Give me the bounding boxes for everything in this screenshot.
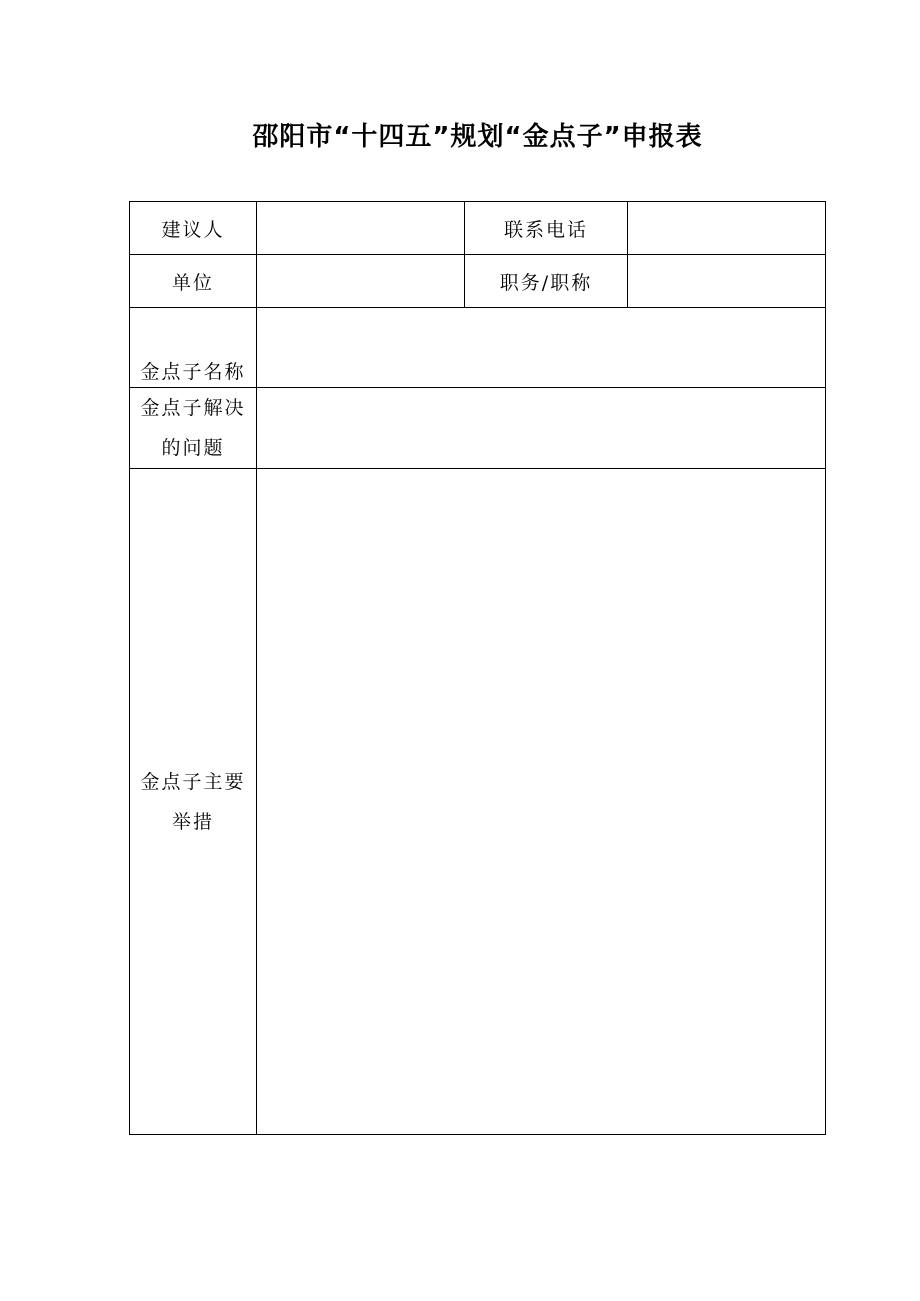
idea-name-row [130,308,826,388]
measures-label-line-2: 举措 [171,810,214,833]
problem-label-line-1: 金点子解决 [140,397,246,419]
measures-label [130,469,257,1135]
unit-field[interactable] [257,255,465,308]
page-title: 邵阳市“十四五”规划“金点子”申报表 [252,122,703,152]
problem-label [130,388,257,469]
proposer-row [130,202,826,255]
proposer-label: 建议人 [130,202,257,255]
problem-row [130,388,826,469]
phone-field[interactable] [628,202,826,255]
problem-label-line-2: 的问题 [161,437,225,459]
measures-row [130,469,826,1135]
position-field[interactable] [628,255,826,308]
position-label: 职务/职称 [465,255,628,308]
problem-field[interactable] [257,388,826,469]
proposer-field[interactable] [257,202,465,255]
measures-field[interactable] [257,469,826,1135]
idea-name-label: 金点子名称 [130,308,257,388]
unit-row [130,255,826,308]
unit-label: 单位 [130,255,257,308]
measures-label-line-1: 金点子主要 [140,770,246,793]
idea-name-field[interactable] [257,308,826,388]
phone-label: 联系电话 [465,202,628,255]
application-form-table [129,201,826,1135]
